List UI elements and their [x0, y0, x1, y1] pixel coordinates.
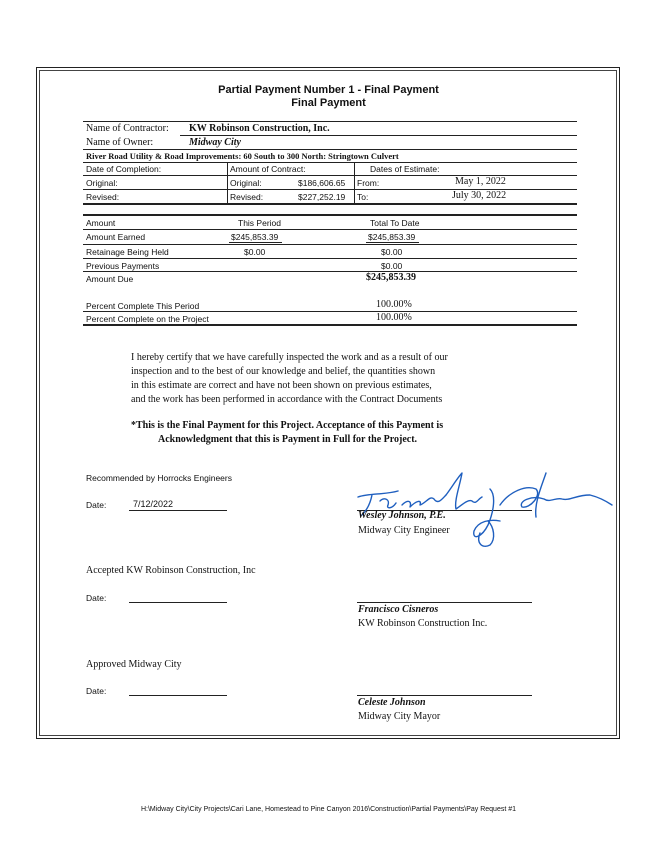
amount-original-label: Original:	[230, 178, 262, 188]
percent-project-label: Percent Complete on the Project	[86, 314, 209, 324]
to-label: To:	[357, 192, 369, 202]
divider	[83, 203, 577, 205]
underline	[366, 242, 419, 243]
from-label: From:	[357, 178, 380, 188]
column-divider	[354, 162, 355, 203]
amount-revised-value: $227,252.19	[298, 192, 346, 202]
completion-label: Date of Completion:	[86, 164, 162, 174]
page-subtitle: Final Payment	[291, 97, 366, 109]
mayor-title: Midway City Mayor	[358, 711, 441, 722]
this-period-column-header: This Period	[238, 218, 281, 228]
underline	[229, 242, 282, 243]
divider	[83, 324, 577, 326]
file-path-footer: H:\Midway City\City Projects\Cari Lane, Homestead to Pine Canyon 2016\Construction\Partial Payments\Pay Request #1	[140, 806, 517, 813]
amount-earned-total: $245,853.39	[368, 232, 416, 242]
certification-line: inspection and to the best of our knowledge and belief, the quantities shown	[131, 366, 436, 377]
certification-line: in this estimate are correct and have not been shown on previous estimates,	[131, 380, 432, 391]
contractor-label: Name of Contractor:	[86, 123, 169, 134]
amount-column-header: Amount	[86, 218, 116, 228]
amount-earned-period: $245,853.39	[231, 232, 279, 242]
final-payment-line-1: *This is the Final Payment for this Project. Acceptance of this Payment is	[131, 420, 444, 431]
divider	[83, 162, 577, 163]
previous-payments-total: $0.00	[381, 261, 403, 271]
date-underline	[129, 510, 227, 511]
from-date: May 1, 2022	[455, 176, 506, 187]
previous-payments-label: Previous Payments	[86, 261, 160, 271]
divider	[83, 244, 577, 245]
date-label: Date:	[86, 593, 107, 603]
divider	[83, 149, 577, 150]
accepted-label: Accepted KW Robinson Construction, Inc	[86, 565, 256, 576]
divider	[180, 135, 577, 136]
date-underline	[129, 695, 227, 696]
divider	[83, 214, 577, 216]
completion-original-label: Original:	[86, 178, 118, 188]
approved-label: Approved Midway City	[86, 659, 182, 670]
retainage-label: Retainage Being Held	[86, 247, 169, 257]
date-label: Date:	[86, 686, 107, 696]
date-underline	[129, 602, 227, 603]
retainage-period: $0.00	[244, 247, 266, 257]
signature-line	[357, 695, 532, 696]
page-title: Partial Payment Number 1 - Final Payment	[218, 84, 439, 96]
signature-line	[357, 602, 532, 603]
recommended-label: Recommended by Horrocks Engineers	[86, 473, 232, 483]
percent-period-label: Percent Complete This Period	[86, 301, 200, 311]
amount-original-value: $186,606.65	[298, 178, 346, 188]
percent-project-value: 100.00%	[376, 312, 412, 323]
amount-due-label: Amount Due	[86, 274, 134, 284]
mayor-name: Celeste Johnson	[358, 697, 426, 708]
total-column-header: Total To Date	[370, 218, 420, 228]
contractor-signer-title: KW Robinson Construction Inc.	[358, 618, 488, 629]
contract-amount-label: Amount of Contract:	[230, 164, 306, 174]
amount-revised-label: Revised:	[230, 192, 264, 202]
contractor-signer-name: Francisco Cisneros	[358, 604, 439, 615]
contractor-value: KW Robinson Construction, Inc.	[189, 123, 330, 134]
owner-label: Name of Owner:	[86, 137, 154, 148]
completion-revised-label: Revised:	[86, 192, 120, 202]
certification-line: and the work has been performed in accordance with the Contract Documents	[131, 394, 443, 405]
percent-period-value: 100.00%	[376, 299, 412, 310]
owner-value: Midway City	[189, 137, 241, 148]
project-name: River Road Utility & Road Improvements: 60 South to 300 North: Stringtown Culvert	[86, 151, 399, 161]
divider	[83, 229, 577, 230]
divider	[83, 311, 577, 312]
engineer-title: Midway City Engineer	[358, 525, 450, 536]
retainage-total: $0.00	[381, 247, 403, 257]
estimate-dates-label: Dates of Estimate:	[370, 164, 440, 174]
column-divider	[227, 162, 228, 203]
amount-earned-label: Amount Earned	[86, 232, 146, 242]
to-date: July 30, 2022	[452, 190, 507, 201]
amount-due-total: $245,853.39	[366, 272, 416, 283]
certification-line: I hereby certify that we have carefully inspected the work and as a result of our	[131, 352, 448, 363]
certification-paragraph	[131, 351, 531, 407]
divider	[83, 258, 577, 259]
divider	[83, 121, 577, 122]
final-payment-line-2: Acknowledgment that this is Payment in Full for the Project.	[158, 434, 418, 445]
date-label: Date:	[86, 500, 107, 510]
recommended-date: 7/12/2022	[133, 499, 174, 509]
divider	[83, 271, 577, 272]
engineer-name: Wesley Johnson, P.E.	[358, 510, 446, 521]
